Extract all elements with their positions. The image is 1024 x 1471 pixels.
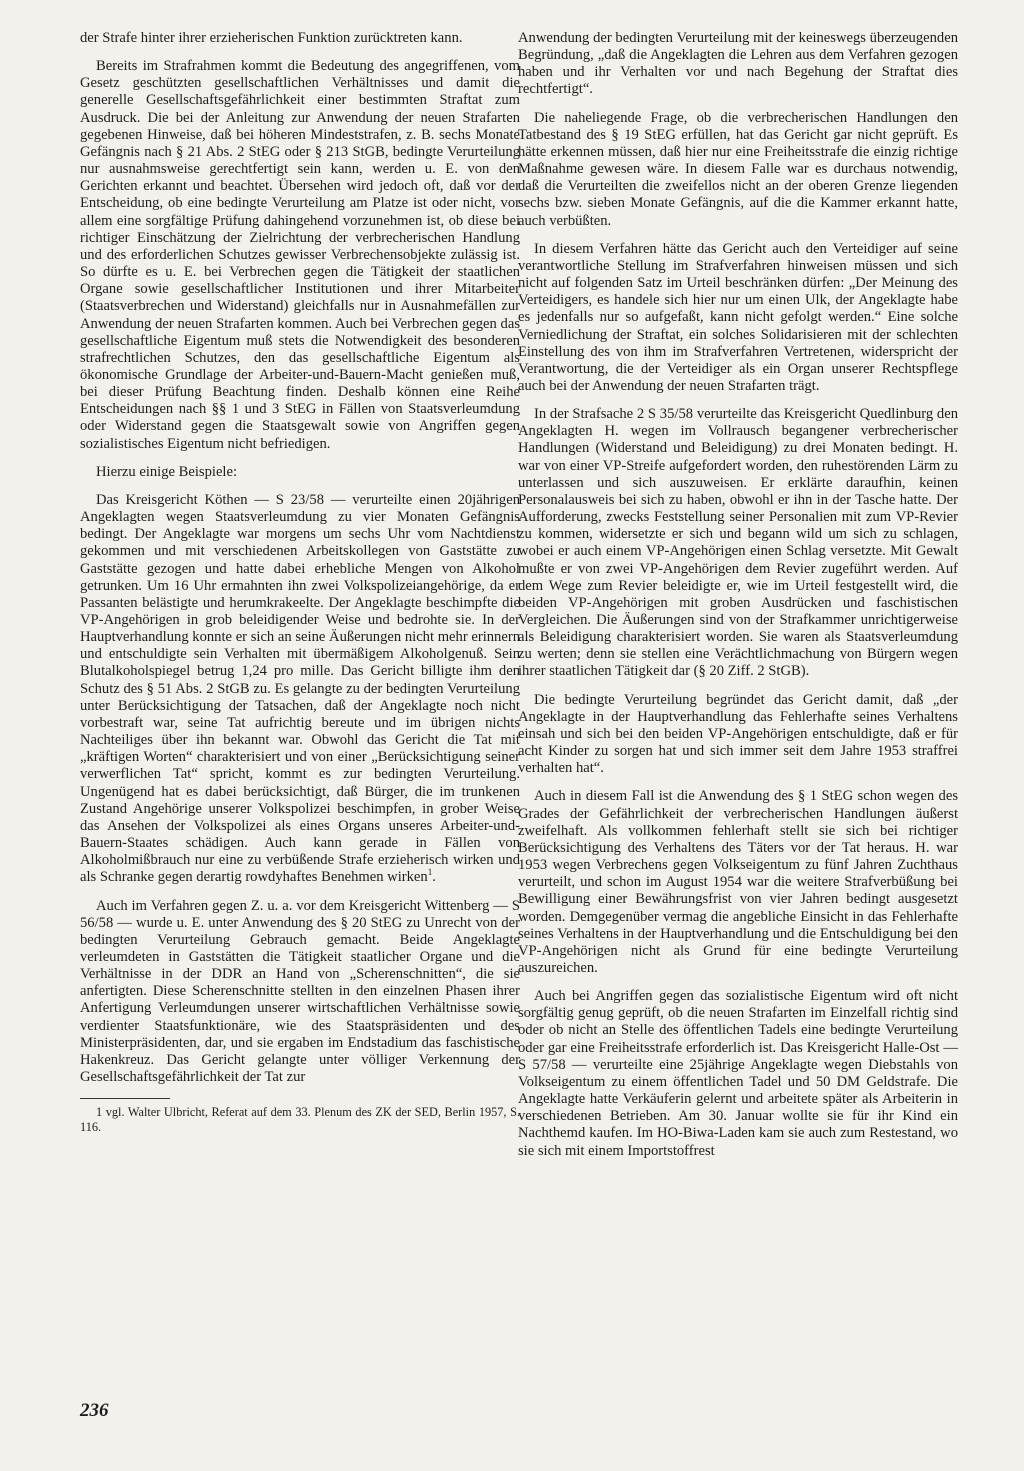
paragraph: Bereits im Strafrahmen kommt die Bedeutung des angegriffenen, vom Gesetz geschützten gesellschaftlichen Verhältnisses und damit die generelle Gesellschaftsgefährlichkeit einer bestimmten Straftat zum Ausdruck. Die bei der Anleitung zur Anwendung der neuen Strafarten gegebenen Hinweise, daß bei höheren Mindeststrafen, z. B. sechs Monate Gefängnis nach § 21 Abs. 2 StEG oder § 213 StGB, bedingte Verurteilung nur ausnahmsweise gerechtfertigt sein kann, werden u. E. von den Gerichten erkannt und beachtet. Übersehen wird jedoch oft, daß vor der Entscheidung, ob eine bedingte Verurteilung am Platze ist oder nicht, vor allem eine sorgfältige Prüfung dahingehend vorzunehmen ist, ob diese bei richtiger Einschätzung der Zielrichtung der verbrecherischen Handlung und des erforderlichen Schutzes gewisser Verbrechensobjekte zulässig ist. So dürfte es u. E. bei Verbrechen gegen die Tätigkeit der staatlichen Organe sowie gesellschaftlicher Institutionen und ihrer Mitarbeiter (Staatsverbrechen und Widerstand) gleichfalls nur in Ausnahmefällen zur Anwendung der neuen Strafarten kommen. Auch bei Verbrechen gegen das gesellschaftliche Eigentum muß stets die Notwendigkeit des besonderen strafrechtlichen Schutzes, den das gesellschaftliche Eigentum als ökonomische Grundlage der Arbeiter-und-Bauern-Macht genießen muß, bei dieser Prüfung Beachtung finden. Deshalb können eine Reihe Entscheidungen nach §§ 1 und 3 StEG in Fällen von Staatsverleumdung oder Widerstand gegen die Staatsgewalt sowie von Angriffen gegen sozialistisches Eigentum nicht befriedigen.	[80, 58, 520, 452]
page-number: 236	[80, 1400, 109, 1421]
footnote-marker: 1	[427, 867, 433, 878]
right-column	[518, 30, 958, 1171]
footnote-separator	[80, 1098, 170, 1099]
paragraph: Hierzu einige Beispiele:	[96, 463, 238, 480]
paragraph: Anwendung der bedingten Verurteilung mit der keineswegs überzeugenden Begründung, „daß die Angeklagten die Lehren aus dem Verfahren gezogen haben und ihr Verhalten vor und nach Begehung der Straftat dies rechtfertigt“.	[518, 30, 958, 98]
paragraph: Die naheliegende Frage, ob die verbrecherischen Handlungen den Tatbestand des § 19 StEG erfüllen, hat das Gericht gar nicht geprüft. Es hätte erkennen müssen, daß hier nur eine Freiheitsstrafe die einzig richtige Maßnahme gewesen wäre. In diesem Falle war es durchaus notwendig, daß die Verurteilten die zweifellos nicht an der oberen Grenze liegenden sechs bzw. sieben Monate Gefängnis, auf die die Kammer erkannt hatte, auch verbüßten.	[518, 109, 958, 229]
paragraph: Auch in diesem Fall ist die Anwendung des § 1 StEG schon wegen des Grades der Gefährlichkeit der verbrecherischen Handlungen äußerst zweifelhaft. Als vollkommen fehlerhaft stellt sie sich bei richtiger Berücksichtigung des Verhaltens des Täters vor der Tat heraus. H. war 1953 wegen Verbrechens gegen Volkseigentum zu fünf Jahren Zuchthaus verurteilt, und schon im August 1954 war die weitere Strafverbüßung bei Bewilligung einer Bewährungsfrist von vier Jahren bedingt ausgesetzt worden. Demgegenüber vermag die angebliche Einsicht in das Fehlerhafte seines Verhaltens in der Hauptverhandlung und die Entschuldigung bei den VP-Angehörigen nicht als Grund für eine bedingte Verurteilung auszureichen.	[518, 788, 958, 976]
left-column	[80, 30, 520, 1146]
paragraph: der Strafe hinter ihrer erzieherischen Funktion zurücktreten kann.	[80, 30, 463, 46]
paragraph: Die bedingte Verurteilung begründet das Gericht damit, daß „der Angeklagte in der Hauptverhandlung das Fehlerhafte seines Verhaltens einsah und sich bei den beiden VP-Angehörigen entschuldigte, daß er für acht Kinder zu sorgen hat und sich immer seit dem Jahre 1953 straffrei verhalten hat“.	[518, 691, 958, 777]
paragraph: Das Kreisgericht Köthen — S 23/58 — verurteilte einen 20jährigen Angeklagten wegen Staatsverleumdung zu vier Monaten Gefängnis bedingt. Der Angeklagte war morgens um sechs Uhr vom Nachtdienst gekommen und mit verschiedenen Arbeitskollegen von Gaststätte zu Gaststätte gezogen und hatte dabei erhebliche Mengen von Alkohol getrunken. Um 16 Uhr ermahnten ihn zwei Volkspolizeiangehörige, da er Passanten belästigte und herumkrakeelte. Der Angeklagte beschimpfte die VP-Angehörigen in grob beleidigender Weise und bedrohte sie. In der Hauptverhandlung konnte er sich an seine Äußerungen nicht mehr erinnern und entschuldigte sein Verhalten mit übermäßigem Alkoholgenuß. Sein Blutalkoholspiegel betrug 1,24 pro mille. Das Gericht billigte ihm den Schutz des § 51 Abs. 2 StGB zu. Es gelangte zu der bedingten Verurteilung unter Berücksichtigung der Tatsachen, daß der Angeklagte noch nicht vorbestraft war, seine Tat aufrichtig bereute und im übrigen nichts Nachteiliges über ihn bekannt war. Obwohl das Gericht die Tat mit „kräftigen Worten“ charakterisiert und von einer „Berücksichtigung seiner verwerflichen Tat“ spricht, kommt es zur bedingten Verurteilung. Ungenügend hat es dabei berücksichtigt, daß Bürger, die im trunkenen Zustand Angehörige unserer Volkspolizei beschimpfen, in grober Weise das Ansehen der Volkspolizei als eines Organs unseres Arbeiter-und-Bauern-Staates schädigen. Auch kann gerade in Fällen von Alkoholmißbrauch nur eine zu verbüßende Strafe erzieherisch wirken und als Schranke gegen derartig rowdyhaftes Benehmen wirken$^1$.	[80, 491, 520, 886]
paragraph: In diesem Verfahren hätte das Gericht auch den Verteidiger auf seine verantwortliche Stellung im Strafverfahren hinweisen müssen und sich nicht auf folgenden Satz im Urteil beschränken dürfen: „Der Meinung des Verteidigers, es handele sich hier nur um einen Ulk, der Angeklagte habe es jedenfalls nur so aufgefaßt, kann nicht gefolgt werden.“ Eine solche Verniedlichung der Straftat, ein solches Solidarisieren mit der schlechten Einstellung des von ihm im Strafverfahren Vertretenen, widerspricht der Verantwortung, die der Verteidiger als ein Organ unserer Rechtspflege auch bei der Anwendung der neuen Strafarten trägt.	[518, 240, 958, 394]
paragraph: In der Strafsache 2 S 35/58 verurteilte das Kreisgericht Quedlinburg den Angeklagten H. wegen im Vollrausch begangener verbrecherischer Handlungen (Widerstand und Beleidigung) zu drei Monaten bedingt. H. war von einer VP-Streife aufgefordert worden, den ruhestörenden Lärm zu unterlassen und sich auszuweisen. Er erklärte daraufhin, keinen Personalausweis bei sich zu haben, obwohl er ihn in der Tasche hatte. Der Aufforderung, zwecks Feststellung seiner Personalien mit zum VP-Revier zu kommen, widersetzte er sich und begann wild um sich zu schlagen, wobei er auch einem VP-Angehörigen einen Schlag versetzte. Mit Gewalt mußte er von zwei VP-Angehörigen dem Revier zugeführt werden. Auf dem Wege zum Revier beleidigte er, wie im Urteil festgestellt wird, die beiden VP-Angehörigen mit groben Ausdrücken und faschistischen Vergleichen. Die Äußerungen sind von der Strafkammer unrichtigerweise als Beleidigung charakterisiert worden. Sie waren als Staatsverleumdung zu werten; denn sie stellen eine Verächtlichmachung von Bürgern wegen ihrer staatlichen Tätigkeit dar (§ 20 Ziff. 2 StGB).	[518, 406, 958, 680]
footnote: 1 vgl. Walter Ulbricht, Referat auf dem 33. Plenum des ZK der SED, Berlin 1957, S. 116.	[80, 1105, 520, 1135]
paragraph: Auch im Verfahren gegen Z. u. a. vor dem Kreisgericht Wittenberg — S 56/58 — wurde u. E. unter Anwendung des § 20 StEG zu Unrecht von der bedingten Verurteilung Gebrauch gemacht. Beide Angeklagte verleumdeten in Gaststätten die Tätigkeit staatlicher Organe und die Verhältnisse in der DDR an Hand von „Scherenschnitten“, die sie anfertigten. Diese Scherenschnitte stellten in den einzelnen Phasen ihrer Anfertigung Verleumdungen unserer wirtschaftlichen Verhältnisse sowie verdienter Staatsfunktionäre, wie des Staatspräsidenten und des Ministerpräsidenten, dar, und sie ergaben im Endstadium das faschistische Hakenkreuz. Das Gericht gelangte unter völliger Verkennung der Gesellschaftsgefährlichkeit der Tat zur	[80, 897, 520, 1086]
paragraph: Auch bei Angriffen gegen das sozialistische Eigentum wird oft nicht sorgfältig genug geprüft, ob die neuen Strafarten im Einzelfall richtig sind oder ob nicht an Stelle des öffentlichen Tadels eine bedingte Verurteilung oder gar eine Freiheitsstrafe erforderlich ist. Das Kreisgericht Halle-Ost — S 57/58 — verurteilte eine 25jährige Angeklagte wegen Diebstahls von Volkseigentum zu einem öffentlichen Tadel und 50 DM Geldstrafe. Die Angeklagte hatte Verkäuferin gelernt und arbeitete später als Arbeiterin in verschiedenen Betrieben. Am 30. Januar wollte sie für ihr Kind ein Nachthemd kaufen. Im HO-Biwa-Laden kam sie auch zum Restestand, wo sie sich mit einem Importstoffrest	[518, 988, 958, 1159]
paragraph-text: Das Kreisgericht Köthen — S 23/58 — verurteilte einen 20jährigen Angeklagten wegen Staatsverleumdung zu vier Monaten Gefängnis bedingt. Der Angeklagte war morgens um sechs Uhr vom Nachtdienst gekommen und mit verschiedenen Arbeitskollegen von Gaststätte zu Gaststätte gezogen und hatte dabei erhebliche Mengen von Alkohol getrunken. Um 16 Uhr ermahnten ihn zwei Volkspolizeiangehörige, da er Passanten belästigte und herumkrakeelte. Der Angeklagte beschimpfte die VP-Angehörigen in grob beleidigender Weise und bedrohte sie. In der Hauptverhandlung konnte er sich an seine Äußerungen nicht mehr erinnern und entschuldigte sein Verhalten mit übermäßigem Alkoholgenuß. Sein Blutalkoholspiegel betrug 1,24 pro mille. Das Gericht billigte ihm den Schutz des § 51 Abs. 2 StGB zu. Es gelangte zu der bedingten Verurteilung unter Berücksichtigung der Tatsachen, daß der Angeklagte noch nicht vorbestraft war, seine Tat aufrichtig bereute und im übrigen nichts Nachteiliges über ihn bekannt war. Obwohl das Gericht die Tat mit „kräftigen Worten“ charakterisiert und von einer „Berücksichtigung seiner verwerflichen Tat“ spricht, kommt es zur bedingten Verurteilung. Ungenügend hat es dabei berücksichtigt, daß Bürger, die im trunkenen Zustand Angehörige unserer Volkspolizei beschimpfen, in grober Weise das Ansehen der Volkspolizei als eines Organs unseres Arbeiter-und-Bauern-Staates schädigen. Auch kann gerade in Fällen von Alkoholmißbrauch nur eine zu verbüßende Strafe erzieherisch wirken und als Schranke gegen derartig rowdyhaftes Benehmen wirken	[80, 491, 520, 886]
